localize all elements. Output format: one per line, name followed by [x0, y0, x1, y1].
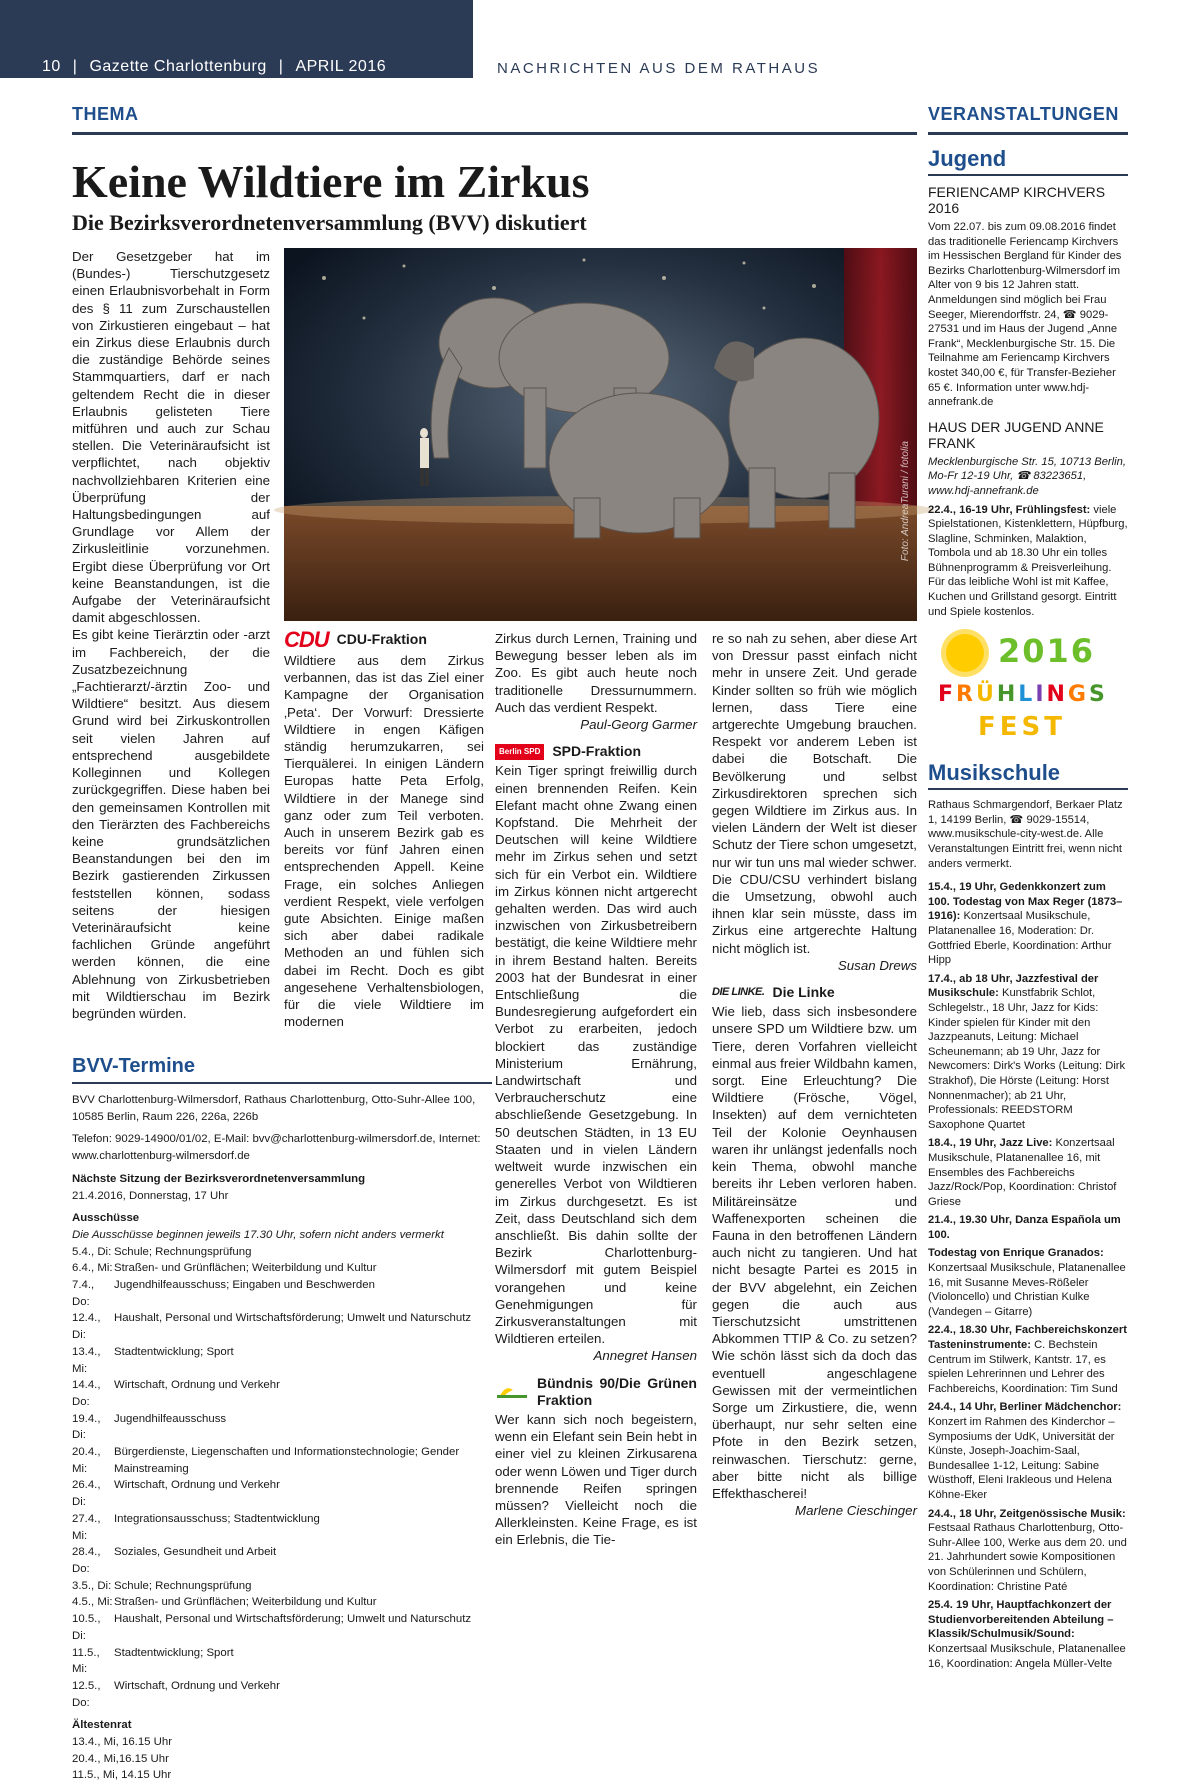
committee-date: 28.4., Do:: [72, 1546, 101, 1575]
event-details: Konzertsaal Musikschule, Platanenallee 16, Koordination: Angela Müller-Velte: [928, 1642, 1126, 1670]
event-item: [928, 1400, 1128, 1502]
article-column-1: [72, 248, 270, 1022]
bvv-next-heading: Nächste Sitzung der Bezirksverordnetenversammlung: [72, 1172, 366, 1185]
bvv-next-date: 21.4.2016, Donnerstag, 17 Uhr: [72, 1189, 229, 1202]
side-rule: [928, 788, 1128, 790]
gruene-statement-continued: re so nah zu sehen, aber diese Art von Dressur passt einfach nicht mehr in unsere Zeit. Und gerade Kinder sollten so früh wie möglich lernen, dass Tiere eine artgerechte Umgebung brauchen. Respekt vor anderem Leben ist dabei die Botschaft. Die Bevölkerung und selbst Zirkusdirektoren sprechen sich gegen Wildtiere im Zirkus aus. In vielen Ländern der Welt ist dieser Schutz der Tiere schon umgesetzt, nur wir tun uns mal wieder schwer. Die CDU/CSU verhindert bislang die Umsetzung, obwohl auch ihnen klar sein müsste, dass im Zirkus eine artgerechte Haltung nicht möglich ist.: [712, 631, 917, 956]
sun-icon: [946, 634, 984, 672]
event-details: Konzertsaal Musikschule, Platanenallee 16, mit Ensembles des Fachbereichs Jazz/Rock/Pop, Koordination: Christof Griese: [928, 1137, 1117, 1208]
article-column-4: [712, 630, 917, 1529]
fraktion-name: Bündnis 90/Die Grünen Fraktion: [537, 1374, 697, 1408]
section-banner: NACHRICHTEN AUS DEM RATHAUS: [497, 60, 821, 77]
committee-row: [72, 1260, 492, 1277]
committee-topic: Stadtentwicklung; Sport: [114, 1345, 234, 1358]
committee-date: 20.4., Mi:: [72, 1446, 101, 1475]
committee-date: 10.5., Di:: [72, 1613, 101, 1642]
cdu-author: Paul-Georg Garmer: [580, 717, 697, 733]
committee-topic: Schule; Rechnungsprüfung: [114, 1579, 252, 1592]
committee-topic: Soziales, Gesundheit und Arbeit: [114, 1546, 277, 1559]
section-rule: [928, 132, 1128, 135]
photo-credit: Foto: AndreaTurani / fotolia: [900, 440, 911, 561]
intro-paragraph: Der Gesetzgeber hat im (Bundes-) Tierschutzgesetz einen Erlaubnisvorbehalt in Form des § 11 zum Zurschaustellen von Zirkustieren eingebaut – hat ein Zirkus diese Erlaubnis durch die zuständige Behörde seines Stammquartiers, darf er nach geltendem Recht die in dieser Erlaubnis gelisteten Tiere mitführen und auch zur Schau stellen. Die Veterinäraufsicht ist verpflichtet, nach objektiv nachvollziehbaren Kriterien eine Überprüfung der Haltungsbedingungen auf Grundlage vor Allem der Zirkusleitlinie vorzunehmen. Ergibt diese Überprüfung vor Ort keine Beanstandungen, ist die Aufgabe der Veterinäraufsicht damit abgeschlossen.: [72, 249, 270, 626]
event-details: Kunstfabrik Schlot, Schlegelstr., 18 Uhr, Jazz for Kids: Kinder spielen für Kinder mit den Jazzpeanuts, Leitung: Michael Scheunemann; ab 19 Uhr, Jazz for Newcomers: Dirk's Works (Leitung: Dirk Strakhof), Die Hörste (Leitung: Horst Nonnenmacher); ab 21 Uhr, Professionals: REEDSTORM Saxophone Quartet: [928, 987, 1126, 1131]
bvv-termine-box: [72, 1055, 492, 1784]
committee-date: 14.4., Do:: [72, 1379, 101, 1408]
jugend-heading: Jugend: [928, 146, 1007, 171]
committee-row: [72, 1544, 492, 1577]
fest-word-fruehlings: [938, 682, 1108, 707]
fest-word-fest: FEST: [978, 712, 1066, 743]
bvv-rule: [72, 1082, 492, 1084]
hdj-details: [928, 455, 1128, 620]
committees-note: Die Ausschüsse beginnen jeweils 17.30 Uhr, sofern nicht anders vermerkt: [72, 1228, 444, 1241]
spd-author: Annegret Hansen: [593, 1348, 697, 1364]
linke-statement: Wie lieb, dass sich insbesondere unsere SPD um Wildtiere bzw. um Tiere, deren Vorfahren vielleicht einmal aus freier Wildbahn kamen, sorgt. Eine Erleuchtung? Die Wildtiere (Frösche, Vögel, Insekten) auf dem vernichteten Teil der Kolonie Oeynhausen waren ihr unlängst jedenfalls noch kein Thema, obwohl manche bereits ihr Leben verloren haben. Militäreinsätze und Waffenexporten scheinen die Fauna in den betroffenen Ländern auch nicht zu tangieren. Und hat nicht besagte Partei es 2015 in der BVV abgelehnt, ein Zeichen gegen die auch aus Tierschutzsicht umstrittenen Abkommen TTIP & Co. zu setzen? Wie schön lässt sich da doch das eventuell angeschlagene Gewissen mit der vermeintlichen Sorge um Zirkustiere, die, wenn überhaupt, nur sehr selten eine Pfote in den Bezirk setzen, reinwaschen. Tierschutz: gerne, aber bitte nicht als billige Effekthascherei!: [712, 1004, 917, 1501]
event-title: 24.4., 18 Uhr, Zeitgenössische Musik:: [928, 1507, 1126, 1520]
fest-letter: F: [938, 682, 957, 708]
event-details: Konzert im Rahmen des Kinderchor – Symposiums der UdK, Universität der Künste, Joseph-Joachim-Saal, Bundesallee 1-12, Leitung: Sabine Wüsthoff, Eleni Irakleous und Helena Köhne-Eker: [928, 1416, 1115, 1501]
bvv-contact: Telefon: 9029-14900/01/02, E-Mail: bvv@charlottenburg-wilmersdorf.de, Internet: www.charlottenburg-wilmersdorf.de: [72, 1133, 481, 1163]
committee-row: [72, 1344, 492, 1377]
hdj-event-title: 22.4., 16-19 Uhr, Frühlingsfest:: [928, 503, 1091, 516]
event-title: 15.4., 19 Uhr, Gedenkkonzert zum 100. Todestag von Max Reger (1873–1916):: [928, 881, 1123, 923]
committee-topic: Wirtschaft, Ordnung und Verkehr: [114, 1679, 280, 1692]
committee-date: 26.4., Di:: [72, 1479, 101, 1509]
linke-fraktion-heading: [712, 984, 917, 1001]
musikschule-events: [928, 880, 1128, 1671]
committee-row: [72, 1444, 492, 1477]
fest-letter: N: [1046, 682, 1068, 708]
committee-list: [72, 1244, 492, 1712]
committee-date: 11.5., Mi:: [72, 1646, 100, 1676]
committee-date: 12.4., Di:: [72, 1312, 101, 1342]
event-details: Festsaal Rathaus Charlottenburg, Otto-Suhr-Allee 100, Werke aus dem 20. und 21. Jahrhundert sowie Kompositionen von Schülerinnen und Schülern, Koordination: Christine Paté: [928, 1522, 1127, 1593]
elders-date: 11.5., Mi, 14.15 Uhr: [72, 1769, 172, 1782]
event-title: 24.4., 14 Uhr, Berliner Mädchenchor:: [928, 1401, 1122, 1414]
feriencamp-title: FERIENCAMP KIRCHVERS 2016: [928, 184, 1106, 216]
committee-topic: Haushalt, Personal und Wirtschaftsförderung; Umwelt und Naturschutz: [114, 1312, 472, 1325]
elders-list: [72, 1734, 492, 1784]
committee-date: 13.4., Mi:: [72, 1345, 101, 1375]
event-item: [928, 972, 1128, 1133]
event-item: [928, 1323, 1128, 1396]
cdu-statement-continued: Zirkus durch Lernen, Training und Bewegung besser leben als im Zoo. Es gibt auch heute noch traditionelle Dressurnummern. Auch das verdient Respekt.: [495, 631, 697, 715]
fest-letter: H: [996, 682, 1019, 708]
event-details: C. Bechstein Centrum im Stilwerk, Kantstr. 17, es spielen Lehrerinnen und Lehrer des Fachbereichs, Koordination: Tim Sund: [928, 1339, 1118, 1395]
committee-date: 6.4., Mi:: [72, 1262, 113, 1275]
fruehlingsfest-graphic: [928, 628, 1128, 750]
page-number: 10: [42, 58, 61, 75]
spd-statement: Kein Tiger springt freiwillig durch einen brennenden Reifen. Kein Elefant macht ohne Zwang einen Kopfstand. Die Mehrheit der Deutschen will keine Wildtiere mehr im Zirkus sehen und setzt sich für ein Verbot ein. Wildtiere im Zirkus können nicht artgerecht gehalten werden. Das wird auch inzwischen von Zirkusbetreibern bestätigt, die keine Wildtiere mehr in ihrem Bestand halten. Bereits 2003 hat der Bundesrat in einer Entschließung die Bundesregierung aufgefordert ein Verbot zu erarbeiten, jedoch blockiert das zuständige Ministerium Ernährung, Landwirtschaft und Verbraucherschutz eine abschließende Gesetzgebung. In 50 deutschen Städten, in 13 EU Staaten und in vielen Ländern weltweit wurde inzwischen ein generelles Verbot von Wildtieren im Zirkus durchgesetzt. Es ist Zeit, dass Deutschland sich dem anschließt. Bis dahin sollte der Bezirk Charlottenburg-Wilmersdorf mit gutem Beispiel vorangehen und keine Genehmigungen für Zirkusveranstaltungen mit Wildtieren erteilen.: [495, 763, 697, 1347]
hdj-title: HAUS DER JUGEND ANNE FRANK: [928, 418, 1104, 451]
committee-row: [72, 1678, 492, 1711]
committees-heading: Ausschüsse: [72, 1212, 140, 1225]
committee-row: [72, 1645, 492, 1678]
article-column-3: [495, 630, 697, 1549]
committee-topic: Bürgerdienste, Liegenschaften und Informationstechnologie; Gender Mainstreaming: [114, 1446, 460, 1475]
committee-topic: Jugendhilfeausschuss: [114, 1412, 227, 1425]
header-left-bar: [0, 0, 473, 78]
fraktion-name: CDU-Fraktion: [336, 631, 427, 648]
hdj-address: Mecklenburgische Str. 15, 10713 Berlin, Mo-Fr 12-19 Uhr, ☎ 83223651, www.hdj-annefrank.de: [928, 455, 1126, 497]
elephant-illustration: [284, 248, 917, 621]
event-item: [928, 1246, 1128, 1319]
committee-row: [72, 1578, 492, 1595]
section-label-thema: THEMA: [72, 104, 139, 124]
musikschule-heading: Musikschule: [928, 760, 1061, 786]
committee-row: [72, 1594, 492, 1611]
section-label-veranstaltungen: VERANSTALTUNGEN: [928, 104, 1119, 124]
header-left-text: [36, 58, 392, 76]
fest-letter: Ü: [975, 682, 997, 708]
article-column-2: [284, 627, 484, 1030]
cdu-logo: CDU: [284, 627, 329, 652]
linke-logo: DIE LINKE.: [712, 986, 765, 999]
committee-row: [72, 1310, 492, 1343]
event-details: Konzertsaal Musikschule, Platanenallee 16, mit Susanne Meves-Rößeler (Violoncello) und Christian Kulke (Vandegen – Gitarre): [928, 1262, 1126, 1318]
hdj-event-text: viele Spielstationen, Kistenklettern, Hüpfburg, Slagline, Schminken, Malaktion, Tombola und ab 18.30 Uhr ein tolles Bühnenprogramm & Preisverleihung. Für das leibliche Wohl ist mit Kaffee, Kuchen und Grillstand gesorgt. Eintritt und Spiele kostenlos.: [928, 503, 1128, 618]
side-rule: [928, 174, 1128, 176]
event-title: 25.4. 19 Uhr, Hauptfachkonzert der Studienvorbereitenden Abteilung – Klassik/Schulmusik/Sound:: [928, 1599, 1114, 1641]
section-rule: [72, 132, 917, 135]
fest-letter: L: [1018, 682, 1036, 708]
fest-letter: G: [1067, 682, 1089, 708]
intro-paragraph-2: Es gibt keine Tierärztin oder -arzt im Fachbereich, der die Zusatzbezeichnung „Fachtierarzt/-ärztin Zoo- und Wildtiere“ besitzt. Aus diesem Grund wird bei Zirkuskontrollen seit vielen Jahren auf entsprechend ausgebildete Kolleginnen und Kollegen zurückgegriffen. Diese haben bei den gemeinsamen Kontrollen mit den Tierärzten des Fachbereichs keine grundsätzlichen Beanstandungen bei den im Bezirk gastierenden Zirkussen feststellen können, sodass seitens der hiesigen Veterinäraufsicht keine fachlichen Gründe angeführt werden können, die eine Ablehnung von Zirkusbetrieben mit Wildtierschau im Bezirk begründen würden.: [72, 627, 270, 1021]
spd-fraktion-heading: [495, 743, 697, 760]
fest-letter: I: [1035, 682, 1047, 708]
gruene-fraktion-heading: [495, 1375, 697, 1409]
event-title: 18.4., 19 Uhr, Jazz Live:: [928, 1137, 1053, 1150]
committee-row: [72, 1277, 492, 1310]
header-right-bar: [473, 0, 1200, 78]
committee-topic: Stadtentwicklung; Sport: [114, 1646, 234, 1659]
publication-name: Gazette Charlottenburg: [89, 58, 267, 75]
committee-row: [72, 1611, 492, 1644]
issue-date: APRIL 2016: [295, 58, 387, 75]
fraktion-name: Die Linke: [772, 984, 835, 1001]
elders-heading: Ältestenrat: [72, 1719, 132, 1732]
committee-topic: Wirtschaft, Ordnung und Verkehr: [114, 1379, 280, 1392]
article-subheadline: Die Bezirksverordnetenversammlung (BVV) diskutiert: [72, 210, 587, 235]
committee-row: [72, 1477, 492, 1510]
elephant-photo: [284, 248, 917, 621]
spd-logo: Berlin SPD: [495, 744, 544, 760]
event-details: Konzertsaal Musikschule, Platanenallee 16, Moderation: Dr. Gottfried Eberle, Koordination: Arthur Hipp: [928, 910, 1112, 967]
committee-row: [72, 1511, 492, 1544]
fraktion-name: SPD-Fraktion: [552, 743, 642, 760]
events-sidebar: [928, 140, 1128, 1675]
bvv-address: BVV Charlottenburg-Wilmersdorf, Rathaus Charlottenburg, Otto-Suhr-Allee 100, 10585 Berlin, Raum 226, 226a, 226b: [72, 1094, 476, 1123]
header-separator: |: [278, 58, 284, 75]
committee-date: 27.4., Mi:: [72, 1512, 101, 1542]
fest-letter: R: [956, 682, 976, 708]
committee-row: [72, 1244, 492, 1261]
event-item: [928, 1213, 1128, 1242]
article-headline: Keine Wildtiere im Zirkus: [72, 156, 590, 207]
fest-letter: S: [1088, 682, 1108, 708]
header-separator: |: [72, 58, 78, 75]
committee-topic: Straßen- und Grünflächen; Weiterbildung und Kultur: [114, 1596, 377, 1609]
musikschule-address: Rathaus Schmargendorf, Berkaer Platz 1, 14199 Berlin, ☎ 9029-15514, www.musikschule-city-west.de. Alle Veranstaltungen Eintritt frei, wenn nicht anders vermerkt.: [928, 799, 1123, 870]
cdu-fraktion-heading: [284, 627, 484, 652]
linke-author: Marlene Cieschinger: [795, 1503, 917, 1519]
event-title: 22.4., 18.30 Uhr, Fachbereichskonzert Tasteninstrumente:: [928, 1324, 1127, 1352]
fest-year: 2016: [998, 632, 1096, 671]
feriencamp-text: Vom 22.07. bis zum 09.08.2016 findet das traditionelle Feriencamp Kirchvers im Hessischen Bergland für Kinder des Bezirks Charlottenburg-Wilmersdorf im Alter von 9 bis 12 Jahren statt. Anmeldungen sind möglich bei Frau Seeger, Mierendorffstr. 24, ☎ 9029-27531 und im Haus der Jugend „Anne Frank“, Mecklenburgische Str. 15. Die Teilnahme am Feriencamp Kirchvers kostet 340,00 €, für Transfer-Bezieher 65 €. Information unter www.hdj-annefrank.de: [928, 221, 1122, 409]
page-header: [0, 0, 1200, 78]
committee-date: 4.5., Mi:: [72, 1596, 113, 1609]
gruene-author: Susan Drews: [837, 957, 917, 973]
elders-date: 20.4., Mi,16.15 Uhr: [72, 1752, 169, 1765]
event-item: [928, 1136, 1128, 1209]
committee-date: 12.5., Do:: [72, 1679, 101, 1709]
committee-topic: Haushalt, Personal und Wirtschaftsförderung; Umwelt und Naturschutz: [114, 1613, 472, 1626]
event-item: [928, 1598, 1128, 1671]
committee-date: 3.5., Di:: [72, 1579, 112, 1592]
bvv-title: BVV-Termine: [72, 1055, 195, 1077]
committee-row: [72, 1411, 492, 1444]
committee-date: 5.4., Di:: [72, 1245, 112, 1258]
committee-row: [72, 1377, 492, 1410]
cdu-statement: Wildtiere aus dem Zirkus verbannen, das ist das Ziel einer Kampagne der Organisation ‚Peta‘. Der Vorwurf: Dressierte Wildtiere in engen Käfigen ständig herumzukarren, sei Tierquälerei. In einigen Ländern Europas hatte Peta Erfolg, Wildtiere in der Manege sind ganz oder zum Teil verboten. Auch in unserem Bezirk gab es bereits vor fünf Jahren einen entsprechenden Appell. Keine Frage, ein solches Anliegen verdient Respekt, viele verfolgen gute Absichten. Einige maßen sich aber dabei radikale Methoden an und fühlen sich dabei im Recht. Doch es gibt angesehene Verhaltensbiologen, für die viele Wildtiere im modernen: [284, 653, 484, 1030]
gruene-statement: Wer kann sich noch begeistern, wenn ein Elefant sein Bein hebt in einer viel zu kleinen Zirkusarena oder wenn Löwen und Tiger durch brennende Reifen springen müssen? Vielleicht noch die Allerkleinsten. Keine Frage, es ist ein Erlebnis, die Tie-: [495, 1411, 697, 1548]
committee-topic: Integrationsausschuss; Stadtentwicklung: [114, 1512, 320, 1525]
committee-topic: Jugendhilfeausschuss; Eingaben und Beschwerden: [114, 1279, 375, 1292]
committee-topic: Straßen- und Grünflächen; Weiterbildung und Kultur: [114, 1262, 377, 1275]
event-item: [928, 880, 1128, 968]
committee-topic: Wirtschaft, Ordnung und Verkehr: [114, 1479, 280, 1492]
event-title: 21.4., 19.30 Uhr, Danza Española um 100.: [928, 1214, 1121, 1241]
event-title: 17.4., ab 18 Uhr, Jazzfestival der Musikschule:: [928, 972, 1099, 1000]
event-item: [928, 1507, 1128, 1595]
elders-date: 13.4., Mi, 16.15 Uhr: [72, 1736, 173, 1749]
gruene-logo-icon: [495, 1382, 529, 1402]
hdj-event: [928, 503, 1128, 620]
committee-date: 19.4., Di:: [72, 1412, 101, 1442]
event-title: Todestag von Enrique Granados:: [928, 1247, 1104, 1260]
committee-topic: Schule; Rechnungsprüfung: [114, 1245, 252, 1258]
committee-date: 7.4., Do:: [72, 1279, 95, 1308]
